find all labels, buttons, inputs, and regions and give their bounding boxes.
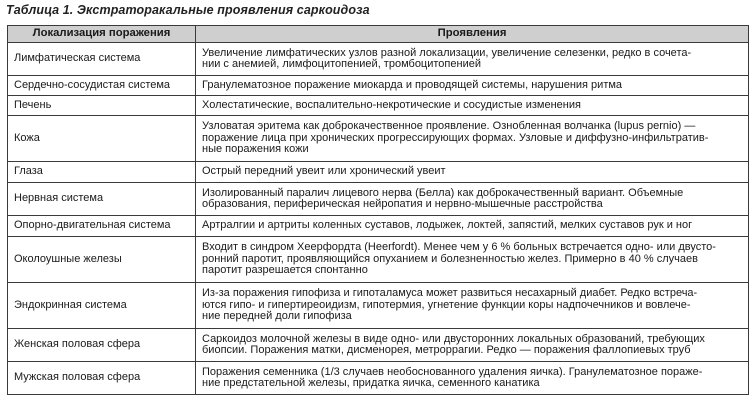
manifestation-cell: Гранулематозное поражение миокарда и проводящей системы, нарушения ритма: [196, 76, 749, 96]
table-row: [8, 216, 749, 237]
table-row: [8, 43, 749, 76]
table-header-row: [8, 26, 749, 43]
location-cell: Мужская половая сфера: [8, 362, 196, 395]
table-row: [8, 237, 749, 283]
table-row: [8, 162, 749, 183]
manifestation-cell: Узловатая эритема как доброкачественное проявление. Ознобленная волчанка (lupus pernio) — поражение лица при хронических прогрессирующих формах. Узловые и диффузно-инфильтратив- ные поражения кожи: [196, 116, 749, 162]
manifestation-cell: Увеличение лимфатических узлов разной локализации, увеличение селезенки, редко в сочета- нии с анемией, лимфоцитопенией, тромбоцитопенией: [196, 43, 749, 76]
table-row: [8, 116, 749, 162]
sarcoidosis-table: [7, 25, 749, 395]
location-cell: Кожа: [8, 116, 196, 162]
table-row: [8, 283, 749, 329]
table-row: [8, 183, 749, 216]
header-manifestation: Проявления: [196, 26, 749, 43]
header-location: Локализация поражения: [8, 26, 196, 43]
location-cell: Эндокринная система: [8, 283, 196, 329]
manifestation-cell: Острый передний увеит или хронический увеит: [196, 162, 749, 183]
location-cell: Глаза: [8, 162, 196, 183]
manifestation-cell: Артралгии и артриты коленных суставов, лодыжек, локтей, запястий, мелких суставов рук и ног: [196, 216, 749, 237]
manifestation-cell: Саркоидоз молочной железы в виде одно- или двусторонних локальных образований, требующих биопсии. Поражения матки, дисменорея, метроррагии. Редко — поражения фаллопиевых труб: [196, 329, 749, 362]
location-cell: Опорно-двигательная система: [8, 216, 196, 237]
manifestation-cell: Из-за поражения гипофиза и гипоталамуса может развиться несахарный диабет. Редко встреча- ются гипо- и гипертиреоидизм, гипотермия, угнетение функции коры надпочечников и вовлече- ние передней доли гипофиза: [196, 283, 749, 329]
location-cell: Нервная система: [8, 183, 196, 216]
location-cell: Околоушные железы: [8, 237, 196, 283]
manifestation-cell: Изолированный паралич лицевого нерва (Белла) как доброкачественный вариант. Объемные образования, периферическая нейропатия и нервно-мышечные расстройства: [196, 183, 749, 216]
location-cell: Женская половая сфера: [8, 329, 196, 362]
manifestation-cell: Входит в синдром Хеерфордта (Heerfordt). Менее чем у 6 % больных встречается одно- или двусто- ронний паротит, проявляющийся опуханием и болезненностью желез. Примерно в 40 % случаев паротит разрешается спонтанно: [196, 237, 749, 283]
location-cell: Печень: [8, 96, 196, 116]
table-row: [8, 76, 749, 96]
location-cell: Сердечно-сосудистая система: [8, 76, 196, 96]
table-caption: Таблица 1. Экстраторакальные проявления саркоидоза: [6, 3, 370, 17]
manifestation-cell: Поражения семенника (1/3 случаев необоснованного удаления яичка). Гранулематозное пораже- ние предстательной железы, придатка яичка, семенного канатика: [196, 362, 749, 395]
table-row: [8, 96, 749, 116]
table-row: [8, 329, 749, 362]
manifestation-cell: Холестатические, воспалительно-некротические и сосудистые изменения: [196, 96, 749, 116]
location-cell: Лимфатическая система: [8, 43, 196, 76]
table-row: [8, 362, 749, 395]
